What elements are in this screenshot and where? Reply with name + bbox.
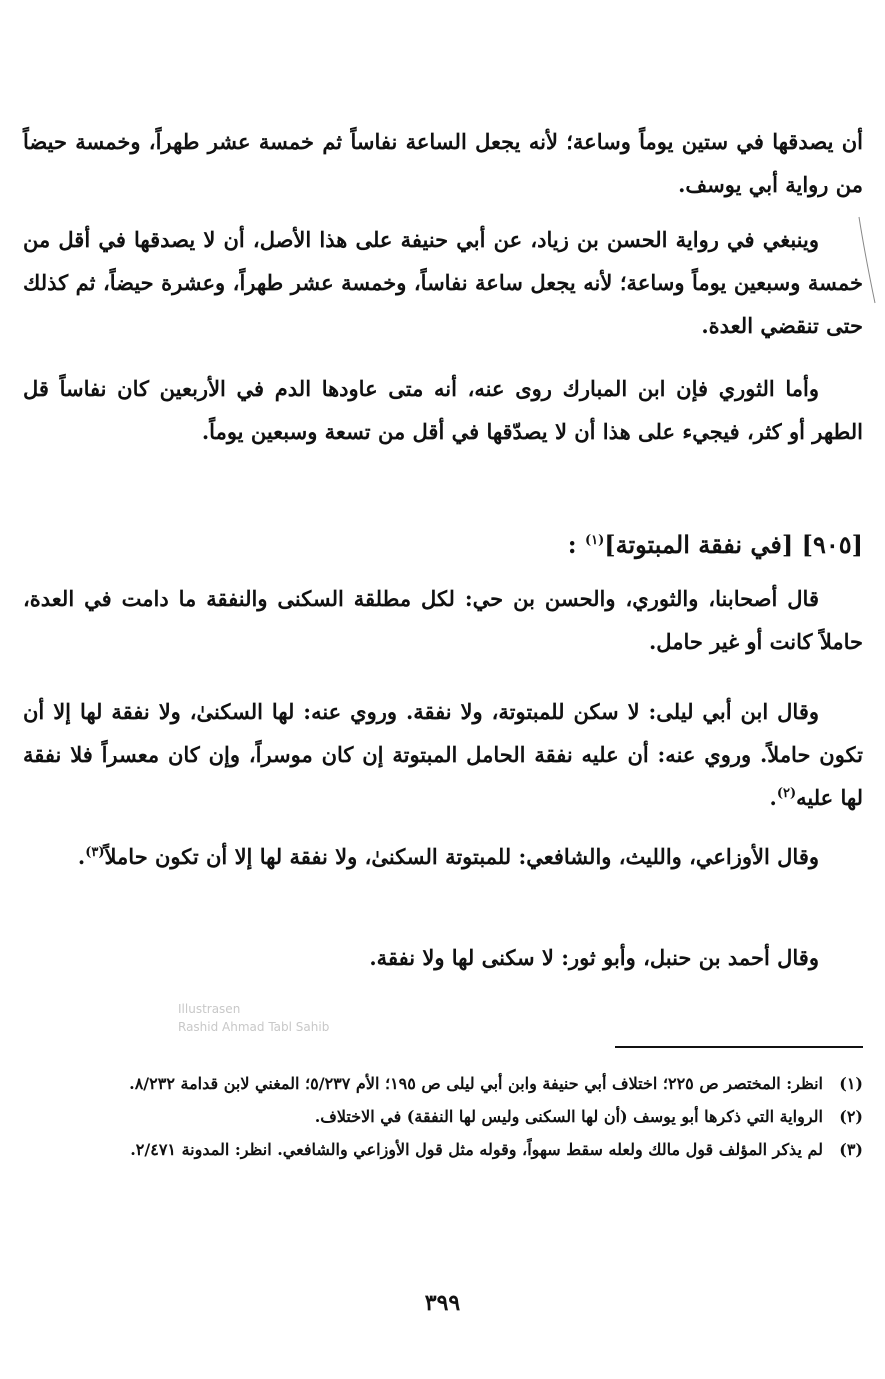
paragraph-1 xyxy=(23,120,863,206)
footnote-2-text: الرواية التي ذكرها أبو يوسف (أن لها السكنى وليس لها النفقة) في الاختلاف. xyxy=(314,1107,823,1126)
paragraph-7-text: وقال أحمد بن حنبل، وأبو ثور: لا سكنى لها ولا نفقة. xyxy=(369,945,819,970)
paragraph-4-text: قال أصحابنا، والثوري، والحسن بن حي: لكل مطلقة السكنى والنفقة ما دامت في العدة، حاملاً كانت أو غير حامل. xyxy=(23,586,863,654)
faded-stamp xyxy=(178,1000,368,1055)
paragraph-6 xyxy=(23,835,863,878)
paragraph-3 xyxy=(23,367,863,453)
paragraph-6-text: وقال الأوزاعي، والليث، والشافعي: للمبتوتة السكنىٰ، ولا نفقة لها إلا أن تكون حاملاً xyxy=(104,844,819,869)
paragraph-7 xyxy=(23,936,863,979)
paragraph-5-end: . xyxy=(769,785,777,810)
paragraph-1-text: أن يصدقها في ستين يوماً وساعة؛ لأنه يجعل الساعة نفاساً ثم خمسة عشر طهراً، وخمسة حيضاً من رواية أبي يوسف. xyxy=(23,129,863,197)
footnote-1-number: (١) xyxy=(839,1074,863,1093)
footnote-2-number: (٢) xyxy=(839,1107,863,1126)
paragraph-5-wrapper xyxy=(23,690,863,819)
heading-colon: : xyxy=(567,530,577,559)
paragraph-2 xyxy=(23,218,863,347)
paragraph-5-footnote-ref: (٢) xyxy=(776,786,797,801)
footnote-separator xyxy=(615,1046,863,1048)
paragraph-6-wrapper xyxy=(23,835,863,878)
footnote-1-text: انظر: المختصر ص ٢٢٥؛ اختلاف أبي حنيفة وابن أبي ليلى ص ١٩٥؛ الأم ٥/٢٣٧؛ المغني لابن قدامة ٨/٢٣٢. xyxy=(129,1074,823,1093)
footnote-3-text: لم يذكر المؤلف قول مالك ولعله سقط سهواً، وقوله مثل قول الأوزاعي والشافعي. انظر: المدونة ٢/٤٧١. xyxy=(130,1140,823,1159)
page-number: ٣٩٩ xyxy=(424,1290,461,1316)
paragraph-5 xyxy=(23,690,863,819)
paragraph-3-text: وأما الثوري فإن ابن المبارك روى عنه، أنه متى عاودها الدم في الأربعين كان نفاساً قل الطهر أو كثر، فيجيء على هذا أن لا يصدّقها في أقل من تسعة وسبعين يوماً. xyxy=(23,376,863,444)
stamp-line-2: Rashid Ahmad Tabl Sahib xyxy=(178,1020,330,1034)
section-heading xyxy=(568,525,863,565)
footnotes xyxy=(23,1070,863,1169)
footnote-3-number: (٣) xyxy=(839,1140,863,1159)
stamp-line-1: Illustrasen xyxy=(178,1002,241,1016)
paragraph-5-text: وقال ابن أبي ليلى: لا سكن للمبتوتة، ولا نفقة. وروي عنه: لها السكنىٰ، ولا نفقة لها إلا أن تكون حاملاً. وروي عنه: أن عليه نفقة الحامل المبتوتة إن كان موسراً، وإن كان معسراً فلا نفقة لها عليه xyxy=(23,699,863,810)
paragraph-6-footnote-ref: (٣) xyxy=(85,845,105,860)
footnote-3 xyxy=(23,1136,863,1163)
paragraph-2-text: وينبغي في رواية الحسن بن زياد، عن أبي حنيفة على هذا الأصل، أن لا يصدقها في أقل من خمسة وسبعين يوماً وساعة؛ لأنه يجعل ساعة نفاساً، وخمسة عشر طهراً، وعشرة حيضاً، ثم كذلك حتى تنقضي العدة. xyxy=(23,227,863,338)
paragraph-4 xyxy=(23,577,863,663)
section-title: [في نفقة المبتوتة] xyxy=(604,530,794,559)
footnote-2 xyxy=(23,1103,863,1130)
paragraph-6-end: . xyxy=(77,844,86,869)
heading-footnote-ref: (١) xyxy=(584,533,605,548)
footnote-1 xyxy=(23,1070,863,1097)
section-number: [٩٠٥] xyxy=(801,530,863,559)
